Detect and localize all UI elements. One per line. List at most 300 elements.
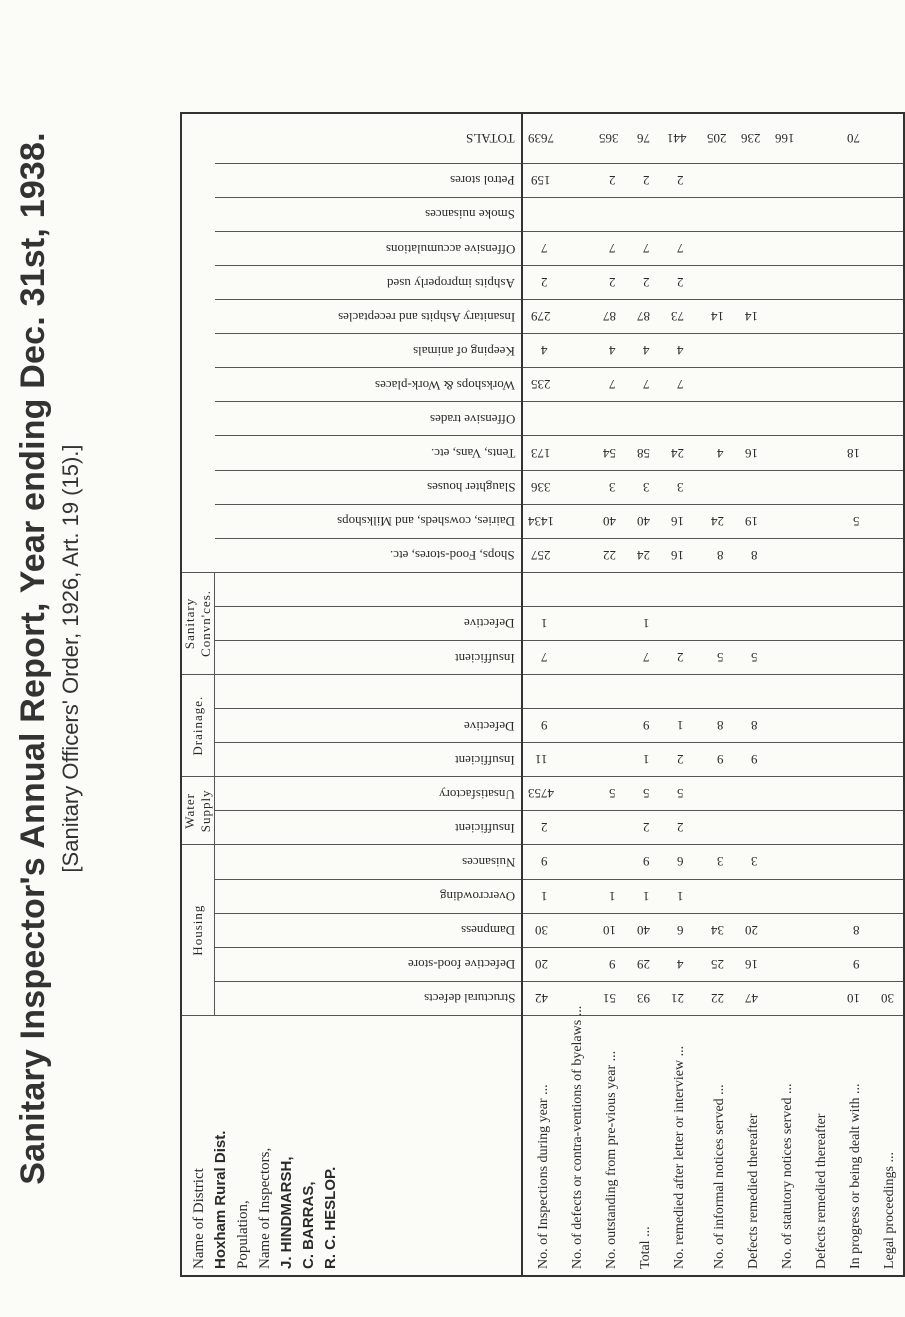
table-cell — [699, 675, 739, 709]
cell-value: 58 — [636, 445, 650, 461]
table-cell — [631, 879, 659, 913]
column-header-label: Insufficient — [455, 820, 515, 836]
table-cell — [875, 538, 904, 572]
table-cell — [522, 811, 563, 845]
table-cell — [659, 368, 699, 402]
table-cell — [767, 743, 807, 777]
table-cell — [699, 913, 739, 947]
cell-value: 2 — [676, 172, 683, 188]
table-cell — [659, 197, 699, 231]
column-header-label: Defective — [464, 616, 515, 632]
table-cell — [807, 606, 835, 640]
table-cell — [807, 368, 835, 402]
cell-value: 16 — [744, 956, 758, 972]
column-header — [215, 232, 523, 266]
cell-value: 5 — [642, 786, 649, 802]
table-cell — [591, 913, 631, 947]
column-header — [215, 981, 523, 1015]
cell-value: 4 — [676, 343, 683, 359]
cell-value: 24 — [670, 445, 684, 461]
table-cell — [875, 777, 904, 811]
table-cell — [835, 675, 875, 709]
table-cell — [631, 368, 659, 402]
cell-value: 11 — [534, 752, 548, 768]
table-cell — [739, 981, 767, 1015]
table-cell — [739, 368, 767, 402]
table-cell — [591, 232, 631, 266]
table-cell — [659, 113, 699, 163]
table-cell — [699, 981, 739, 1015]
table-cell — [631, 709, 659, 743]
row-label: In progress or being dealt with ... — [835, 1015, 875, 1276]
table-cell — [767, 266, 807, 300]
table-cell — [659, 879, 699, 913]
table-cell — [563, 879, 591, 913]
table-cell — [591, 640, 631, 674]
table-cell — [875, 300, 904, 334]
table-cell — [875, 163, 904, 197]
column-header-label: Ashpits improperly used — [387, 275, 515, 291]
table-row — [563, 113, 591, 1276]
cell-value: 7 — [608, 241, 615, 257]
table-cell — [739, 300, 767, 334]
cell-value: 5 — [676, 786, 683, 802]
column-header — [215, 470, 523, 504]
table-cell — [522, 675, 563, 709]
table-cell — [767, 197, 807, 231]
table-cell — [767, 504, 807, 538]
table-cell — [767, 981, 807, 1015]
cell-value: 73 — [670, 309, 684, 325]
table-cell — [875, 232, 904, 266]
row-label: Defects remedied thereafter — [807, 1015, 835, 1276]
table-cell — [563, 811, 591, 845]
table-cell — [807, 675, 835, 709]
table-cell — [807, 334, 835, 368]
table-cell — [739, 947, 767, 981]
table-cell — [767, 811, 807, 845]
table-cell — [591, 334, 631, 368]
cell-value: 4 — [642, 343, 649, 359]
table-cell — [767, 913, 807, 947]
district-name-label: Name of District — [191, 1168, 207, 1269]
table-cell — [699, 606, 739, 640]
table-cell — [835, 811, 875, 845]
table-cell — [699, 470, 739, 504]
report-title: Sanitary Inspector's Annual Report, Year ending Dec. 31st, 1938. — [14, 132, 52, 1185]
column-header-label: Dampness — [460, 923, 515, 939]
cell-value: 1 — [676, 718, 683, 734]
table-cell — [591, 113, 631, 163]
cell-value: 2 — [642, 820, 649, 836]
table-cell — [767, 538, 807, 572]
cell-value: 51 — [602, 990, 616, 1006]
cell-value: 3 — [716, 854, 723, 870]
table-cell — [563, 504, 591, 538]
table-cell — [835, 300, 875, 334]
table-cell — [767, 113, 807, 163]
table-row — [767, 113, 807, 1276]
group-water: Water Supply — [181, 777, 215, 845]
table-cell — [739, 113, 767, 163]
cell-value: 279 — [531, 309, 551, 325]
cell-value: 9 — [608, 956, 615, 972]
table-cell — [631, 300, 659, 334]
table-cell — [591, 675, 631, 709]
cell-value: 173 — [531, 445, 551, 461]
table-cell — [699, 368, 739, 402]
table-cell — [835, 334, 875, 368]
table-cell — [699, 300, 739, 334]
table-cell — [807, 947, 835, 981]
cell-value: 441 — [667, 130, 687, 146]
table-cell — [875, 675, 904, 709]
cell-value: 54 — [602, 445, 616, 461]
table-cell — [875, 470, 904, 504]
table-cell — [875, 334, 904, 368]
cell-value: 7639 — [528, 130, 554, 146]
table-cell — [835, 232, 875, 266]
table-cell — [591, 470, 631, 504]
table-cell — [631, 232, 659, 266]
cell-value: 166 — [775, 130, 795, 146]
cell-value: 7 — [642, 377, 649, 393]
table-cell — [807, 163, 835, 197]
table-cell — [807, 232, 835, 266]
table-cell — [739, 402, 767, 436]
table-cell — [659, 402, 699, 436]
table-cell — [699, 402, 739, 436]
table-cell — [591, 777, 631, 811]
table-cell — [631, 913, 659, 947]
table-cell — [699, 709, 739, 743]
table-cell — [875, 572, 904, 606]
column-header-label: TOTALS — [466, 131, 515, 147]
table-cell — [631, 743, 659, 777]
table-cell — [522, 913, 563, 947]
table-cell — [739, 197, 767, 231]
table-cell — [522, 981, 563, 1015]
cell-value: 10 — [846, 990, 860, 1006]
table-cell — [563, 470, 591, 504]
cell-value: 2 — [642, 172, 649, 188]
cell-value: 16 — [670, 513, 684, 529]
table-cell — [563, 300, 591, 334]
cell-value: 2 — [676, 820, 683, 836]
cell-value: 6 — [676, 854, 683, 870]
table-cell — [659, 675, 699, 709]
table-cell — [767, 640, 807, 674]
cell-value: 16 — [670, 547, 684, 563]
table-cell — [522, 640, 563, 674]
table-cell — [835, 879, 875, 913]
cell-value: 5 — [750, 650, 757, 666]
cell-value: 4 — [716, 445, 723, 461]
table-cell — [739, 640, 767, 674]
table-cell — [522, 606, 563, 640]
table-cell — [807, 300, 835, 334]
cell-value: 5 — [716, 650, 723, 666]
table-cell — [631, 334, 659, 368]
table-cell — [767, 845, 807, 879]
cell-value: 1 — [642, 888, 649, 904]
table-cell — [767, 368, 807, 402]
table-cell — [659, 538, 699, 572]
cell-value: 22 — [710, 990, 724, 1006]
table-cell — [699, 163, 739, 197]
inspectors-label: Name of Inspectors, — [257, 1147, 273, 1269]
cell-value: 2 — [676, 650, 683, 666]
cell-value: 18 — [846, 445, 860, 461]
table-cell — [631, 266, 659, 300]
cell-value: 9 — [716, 752, 723, 768]
table-cell — [659, 504, 699, 538]
column-header — [215, 777, 523, 811]
table-cell — [659, 981, 699, 1015]
table-cell — [739, 572, 767, 606]
district-name: Hoxham Rural Dist. — [212, 1130, 229, 1269]
table-cell — [563, 538, 591, 572]
column-header-label: Keeping of animals — [413, 343, 515, 359]
column-header-label: Unsatisfactory — [439, 786, 515, 802]
column-header — [215, 709, 523, 743]
cell-value: 2 — [608, 275, 615, 291]
table-cell — [739, 334, 767, 368]
column-header-label: Structural defects — [423, 991, 515, 1007]
cell-value: 4 — [608, 343, 615, 359]
cell-value: 2 — [676, 752, 683, 768]
cell-value: 1 — [540, 615, 547, 631]
table-cell — [591, 947, 631, 981]
row-label: No. of Inspections during year ... — [522, 1015, 563, 1276]
table-cell — [835, 981, 875, 1015]
cell-value: 14 — [710, 309, 724, 325]
cell-value: 3 — [642, 479, 649, 495]
table-cell — [875, 606, 904, 640]
column-header — [215, 300, 523, 334]
table-cell — [699, 845, 739, 879]
cell-value: 9 — [642, 854, 649, 870]
table-cell — [591, 572, 631, 606]
table-cell — [875, 402, 904, 436]
table-cell — [659, 300, 699, 334]
row-label: No. of informal notices served ... — [699, 1015, 739, 1276]
table-cell — [835, 572, 875, 606]
table-cell — [875, 368, 904, 402]
table-cell — [835, 266, 875, 300]
table-cell — [522, 879, 563, 913]
table-cell — [522, 845, 563, 879]
cell-value: 30 — [534, 922, 548, 938]
table-row — [875, 113, 904, 1276]
cell-value: 14 — [744, 309, 758, 325]
table-row — [807, 113, 835, 1276]
table-cell — [591, 981, 631, 1015]
cell-value: 1 — [642, 752, 649, 768]
cell-value: 8 — [716, 547, 723, 563]
table-cell — [591, 709, 631, 743]
column-header-label: Nuisances — [461, 855, 515, 870]
row-label: Total ... — [631, 1015, 659, 1276]
table-cell — [659, 913, 699, 947]
table-cell — [835, 402, 875, 436]
table-cell — [739, 743, 767, 777]
table-cell — [522, 266, 563, 300]
column-header — [215, 811, 523, 845]
table-cell — [699, 113, 739, 163]
table-cell — [631, 504, 659, 538]
table-cell — [631, 113, 659, 163]
table-cell — [807, 777, 835, 811]
table-cell — [875, 266, 904, 300]
cell-value: 9 — [750, 752, 757, 768]
row-label: Legal proceedings ... — [875, 1015, 904, 1276]
column-header — [215, 334, 523, 368]
table-cell — [767, 709, 807, 743]
table-cell — [875, 504, 904, 538]
table-cell — [699, 504, 739, 538]
table-cell — [659, 266, 699, 300]
table-cell — [739, 538, 767, 572]
column-header-label: Insufficient — [455, 752, 515, 768]
group-housing: Housing — [181, 845, 215, 1015]
cell-value: 2 — [608, 172, 615, 188]
table-row — [591, 113, 631, 1276]
column-header — [215, 197, 523, 231]
group-blank — [181, 113, 215, 572]
cell-value: 7 — [540, 650, 547, 666]
cell-value: 9 — [540, 854, 547, 870]
table-cell — [699, 197, 739, 231]
table-cell — [807, 572, 835, 606]
group-header-row — [181, 113, 215, 1276]
table-cell — [699, 572, 739, 606]
table-cell — [563, 197, 591, 231]
cell-value: 8 — [750, 718, 757, 734]
cell-value: 1 — [676, 888, 683, 904]
table-cell — [631, 402, 659, 436]
column-header — [215, 743, 523, 777]
table-cell — [807, 981, 835, 1015]
table-cell — [767, 163, 807, 197]
table-cell — [739, 777, 767, 811]
cell-value: 336 — [531, 479, 551, 495]
table-cell — [591, 811, 631, 845]
table-cell — [591, 163, 631, 197]
table-cell — [591, 266, 631, 300]
table-cell — [522, 197, 563, 231]
table-cell — [767, 606, 807, 640]
report-subtitle: [Sanitary Officers' Order, 1926, Art. 19 (15).] — [58, 444, 83, 873]
table-cell — [591, 436, 631, 470]
table-cell — [659, 709, 699, 743]
cell-value: 87 — [636, 309, 650, 325]
table-cell — [739, 811, 767, 845]
table-cell — [631, 845, 659, 879]
table-cell — [875, 113, 904, 163]
table-cell — [631, 197, 659, 231]
table-cell — [563, 334, 591, 368]
table-cell — [563, 232, 591, 266]
cell-value: 5 — [852, 513, 859, 529]
table-cell — [522, 743, 563, 777]
cell-value: 2 — [540, 820, 547, 836]
table-cell — [631, 538, 659, 572]
cell-value: 257 — [531, 547, 551, 563]
table-cell — [739, 470, 767, 504]
table-cell — [807, 811, 835, 845]
table-cell — [659, 845, 699, 879]
table-cell — [767, 572, 807, 606]
inspector-2: C. BARRAS, — [300, 1181, 317, 1269]
table-cell — [739, 163, 767, 197]
table-cell — [522, 470, 563, 504]
table-cell — [631, 981, 659, 1015]
cell-value: 70 — [846, 130, 860, 146]
table-cell — [835, 947, 875, 981]
table-cell — [522, 334, 563, 368]
group-drainage: Drainage. — [181, 675, 215, 777]
table-cell — [631, 675, 659, 709]
cell-value: 29 — [636, 956, 650, 972]
table-cell — [835, 743, 875, 777]
table-cell — [659, 947, 699, 981]
table-cell — [522, 538, 563, 572]
table-cell — [767, 436, 807, 470]
cell-value: 9 — [540, 718, 547, 734]
cell-value: 19 — [744, 513, 758, 529]
table-cell — [807, 470, 835, 504]
table-cell — [522, 947, 563, 981]
cell-value: 1 — [540, 888, 547, 904]
table-cell — [631, 572, 659, 606]
table-cell — [739, 879, 767, 913]
table-cell — [807, 640, 835, 674]
cell-value: 9 — [642, 718, 649, 734]
cell-value: 2 — [540, 275, 547, 291]
cell-value: 93 — [636, 990, 650, 1006]
table-cell — [659, 436, 699, 470]
inspector-1: J. HINDMARSH, — [278, 1156, 295, 1269]
table-cell — [522, 504, 563, 538]
district-header — [181, 1015, 522, 1276]
table-cell — [875, 436, 904, 470]
column-header — [215, 113, 523, 163]
table-cell — [631, 470, 659, 504]
cell-value: 24 — [710, 513, 724, 529]
table-cell — [807, 504, 835, 538]
cell-value: 2 — [676, 275, 683, 291]
column-header — [215, 368, 523, 402]
column-header — [215, 163, 523, 197]
table-cell — [591, 300, 631, 334]
cell-value: 7 — [642, 241, 649, 257]
table-cell — [835, 913, 875, 947]
table-cell — [699, 266, 739, 300]
cell-value: 5 — [608, 786, 615, 802]
table-cell — [739, 913, 767, 947]
table-row — [659, 113, 699, 1276]
table-cell — [835, 368, 875, 402]
cell-value: 20 — [534, 956, 548, 972]
column-header — [215, 675, 523, 709]
population-label: Population, — [235, 1200, 251, 1269]
table-cell — [563, 913, 591, 947]
table-cell — [875, 981, 904, 1015]
column-header-label: Petrol stores — [450, 173, 515, 189]
table-cell — [591, 879, 631, 913]
column-header — [215, 879, 523, 913]
